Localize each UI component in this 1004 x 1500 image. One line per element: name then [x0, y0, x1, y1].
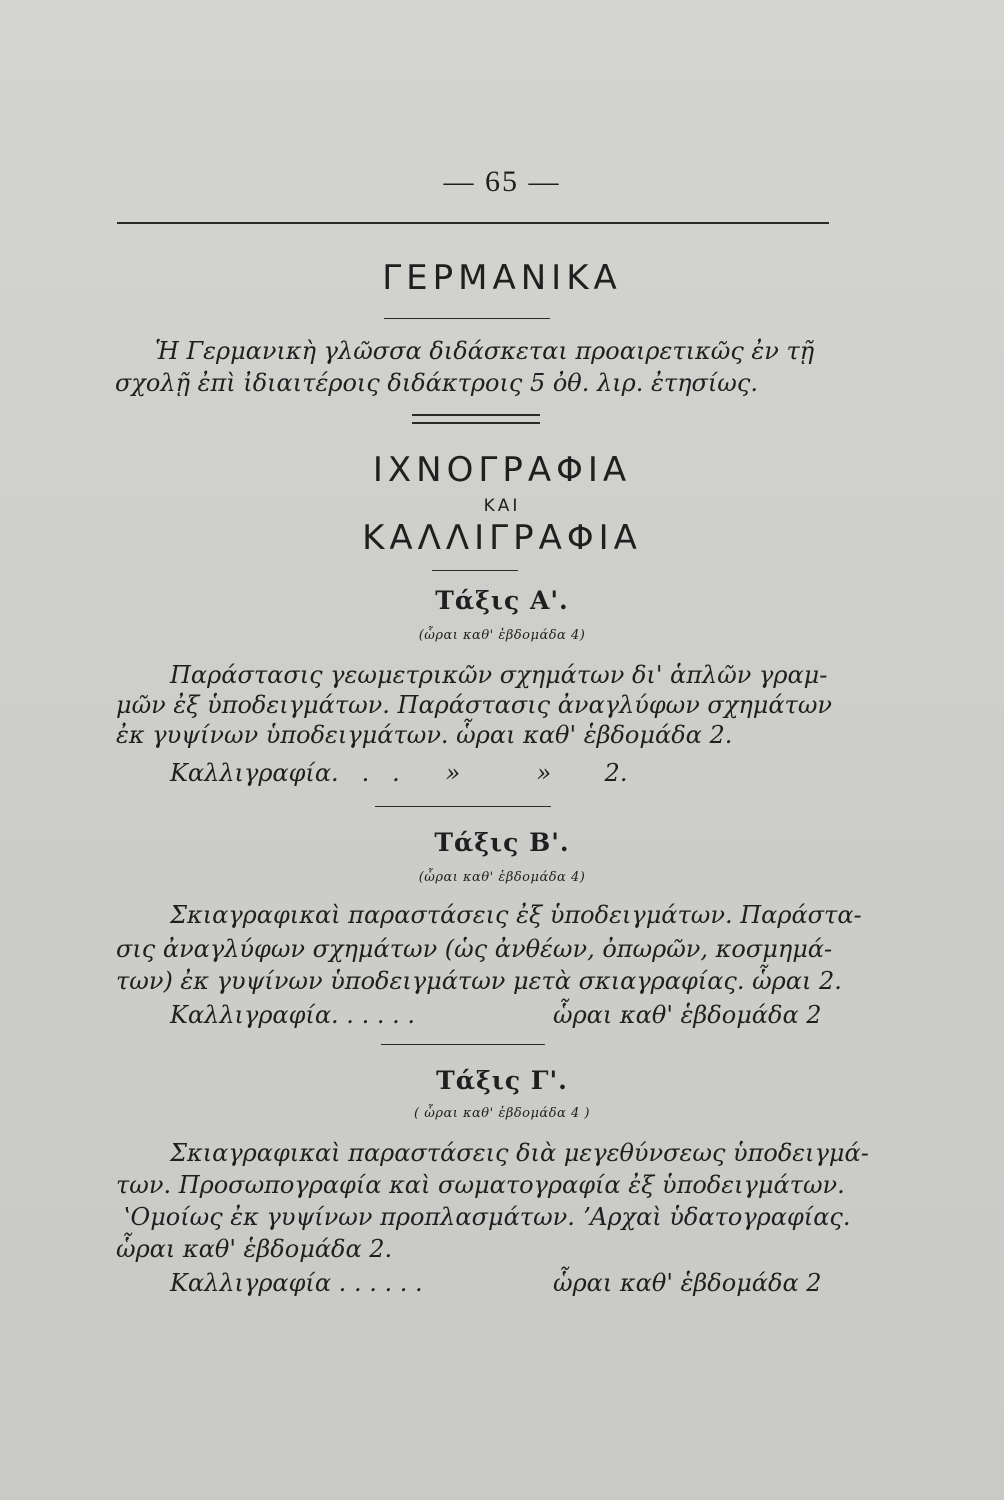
class-c-line-4: ὧραι καθ' ἑβδομάδα 2.	[116, 1235, 393, 1263]
divider	[381, 1044, 545, 1045]
class-a-line-1: Παράστασις γεωμετρικῶν σχημάτων δι' ἁπλῶν γραμ-	[170, 661, 828, 689]
class-c-line-1: Σκιαγραφικαὶ παραστάσεις διὰ μεγεθύνσεως ὑποδειγμά-	[170, 1139, 869, 1167]
double-divider	[412, 414, 540, 424]
class-b-heading: Τάξις Β'.	[434, 828, 570, 857]
class-b-calligraphy-hours: ὧραι καθ' ἑβδομάδα 2	[553, 1001, 822, 1029]
divider	[432, 570, 518, 571]
german-line-1: Ἡ Γερμανικὴ γλῶσσα διδάσκεται προαιρετικῶς ἐν τῇ	[155, 337, 815, 365]
page-number: — 65 —	[443, 165, 561, 198]
class-b-calligraphy-label: Καλλιγραφία. . . . . .	[170, 1001, 415, 1029]
class-c-line-2: των. Προσωπογραφία καὶ σωματογραφία ἐξ ὑποδειγμάτων.	[116, 1171, 845, 1199]
class-a-line-2: μῶν ἐξ ὑποδειγμάτων. Παράστασις ἀναγλύφων σχημάτων	[116, 691, 832, 719]
drawing-title: ΙΧΝΟΓΡΑΦΙΑ	[372, 450, 632, 490]
class-b-line-1: Σκιαγραφικαὶ παραστάσεις ἐξ ὑποδειγμάτων. Παράστα-	[170, 901, 862, 929]
class-c-heading: Τάξις Γ'.	[436, 1066, 568, 1095]
top-rule	[117, 222, 829, 224]
class-a-calligraphy: Καλλιγραφία. . . » » 2.	[170, 759, 628, 787]
class-b-line-2: σις ἀναγλύφων σχημάτων (ὡς ἀνθέων, ὀπωρῶν, κοσμημά-	[116, 935, 833, 963]
class-b-line-3: των) ἐκ γυψίνων ὑποδειγμάτων μετὰ σκιαγραφίας. ὧραι 2.	[116, 967, 842, 995]
class-c-calligraphy-label: Καλλιγραφία . . . . . .	[170, 1269, 423, 1297]
class-c-hours: ( ὧραι καθ' ἑβδομάδα 4 )	[414, 1106, 590, 1121]
and-title: ΚΑΙ	[483, 496, 521, 516]
class-a-line-3: ἐκ γυψίνων ὑποδειγμάτων. ὧραι καθ' ἑβδομάδα 2.	[116, 721, 733, 749]
class-c-calligraphy-hours: ὧραι καθ' ἑβδομάδα 2	[553, 1269, 822, 1297]
calligraphy-title: ΚΑΛΛΙΓΡΑΦΙΑ	[362, 518, 642, 558]
class-c-line-3: ʽΟμοίως ἐκ γυψίνων προπλασμάτων. ʼΑρχαὶ ὑδατογραφίας.	[100, 1203, 851, 1231]
divider	[384, 318, 550, 319]
class-b-hours: (ὧραι καθ' ἑβδομάδα 4)	[418, 870, 586, 885]
german-line-2: σχολῇ ἐπὶ ἰδιαιτέροις διδάκτροις 5 ὀθ. λιρ. ἐτησίως.	[115, 369, 758, 397]
divider	[375, 806, 551, 807]
german-title: ΓΕΡΜΑΝΙΚΑ	[382, 258, 622, 298]
class-a-hours: (ὧραι καθ' ἑβδομάδα 4)	[418, 628, 586, 643]
class-a-heading: Τάξις Α'.	[435, 586, 569, 615]
